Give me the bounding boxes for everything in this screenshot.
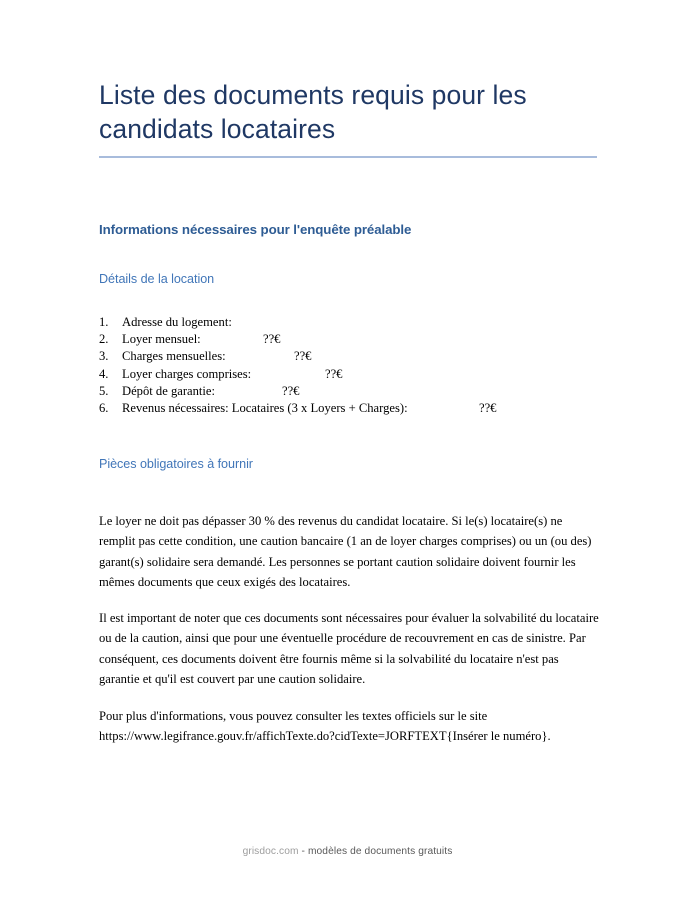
list-item-label: Dépôt de garantie: [122,383,216,398]
list-item-number: 1. [99,315,109,329]
list-item-value: ??€ [325,366,343,381]
paragraph-legal-reference: Pour plus d'informations, vous pouvez consulter les textes officiels sur le site https://www.legifrance.gouv.fr/affichTexte.do?cidTexte=JORFTEXT{Insérer le numéro}. [99,708,551,744]
list-item [99,383,579,400]
list-item-number: 5. [99,383,109,398]
list-item [99,366,579,383]
list-item-number: 3. [99,349,109,364]
list-item-number: 4. [99,366,109,381]
list-item-label: Loyer mensuel: [122,332,201,347]
requirements-list [99,314,579,417]
list-item [99,348,579,365]
list-item-label: Adresse du logement: [122,315,232,329]
list-item-label: Charges mensuelles: [122,349,226,364]
list-item [99,400,579,417]
list-item-number: 2. [99,332,109,347]
paragraph-solvency-note: Il est important de noter que ces documents sont nécessaires pour évaluer la solvabilité du locataire ou de la caution, ainsi que pour une éventuelle procédure de recouvrement en cas de sinistre. Par conséquent, ces documents doivent être fournis même si la solvabilité du locataire n'est pas garantie et qu'il est couvert par une caution solidaire. [99,610,599,687]
list-item-value: ??€ [263,332,281,347]
footer-brand: grisdoc.com [242,846,299,857]
page-footer [0,846,695,857]
list-item-value: ??€ [282,383,300,398]
list-item [99,314,579,331]
list-item-label: Revenus nécessaires: Locataires (3 x Loyers + Charges): [122,400,408,415]
page-title: Liste des documents requis pour les candidats locataires [99,80,527,144]
section-heading-informations: Informations nécessaires pour l'enquête préalable [99,222,412,237]
list-item-value: ??€ [479,400,497,415]
title-divider [99,156,597,158]
list-item-label: Loyer charges comprises: [122,366,252,381]
footer-tagline: - modèles de documents gratuits [301,846,453,857]
subsection-heading-pieces: Pièces obligatoires à fournir [99,457,253,471]
list-item [99,331,579,348]
list-item-value: ??€ [294,349,312,364]
list-item-number: 6. [99,400,109,415]
subsection-heading-details: Détails de la location [99,272,215,286]
paragraph-rent-conditions: Le loyer ne doit pas dépasser 30 % des revenus du candidat locataire. Si le(s) locataire(s) ne remplit pas cette condition, une caution bancaire (1 an de loyer charges comprises) ou un (ou des) garant(s) solidaire sera demandé. Les personnes se portant caution solidaire doivent fournir les mêmes documents que ceux exigés des locataires. [99,513,592,590]
